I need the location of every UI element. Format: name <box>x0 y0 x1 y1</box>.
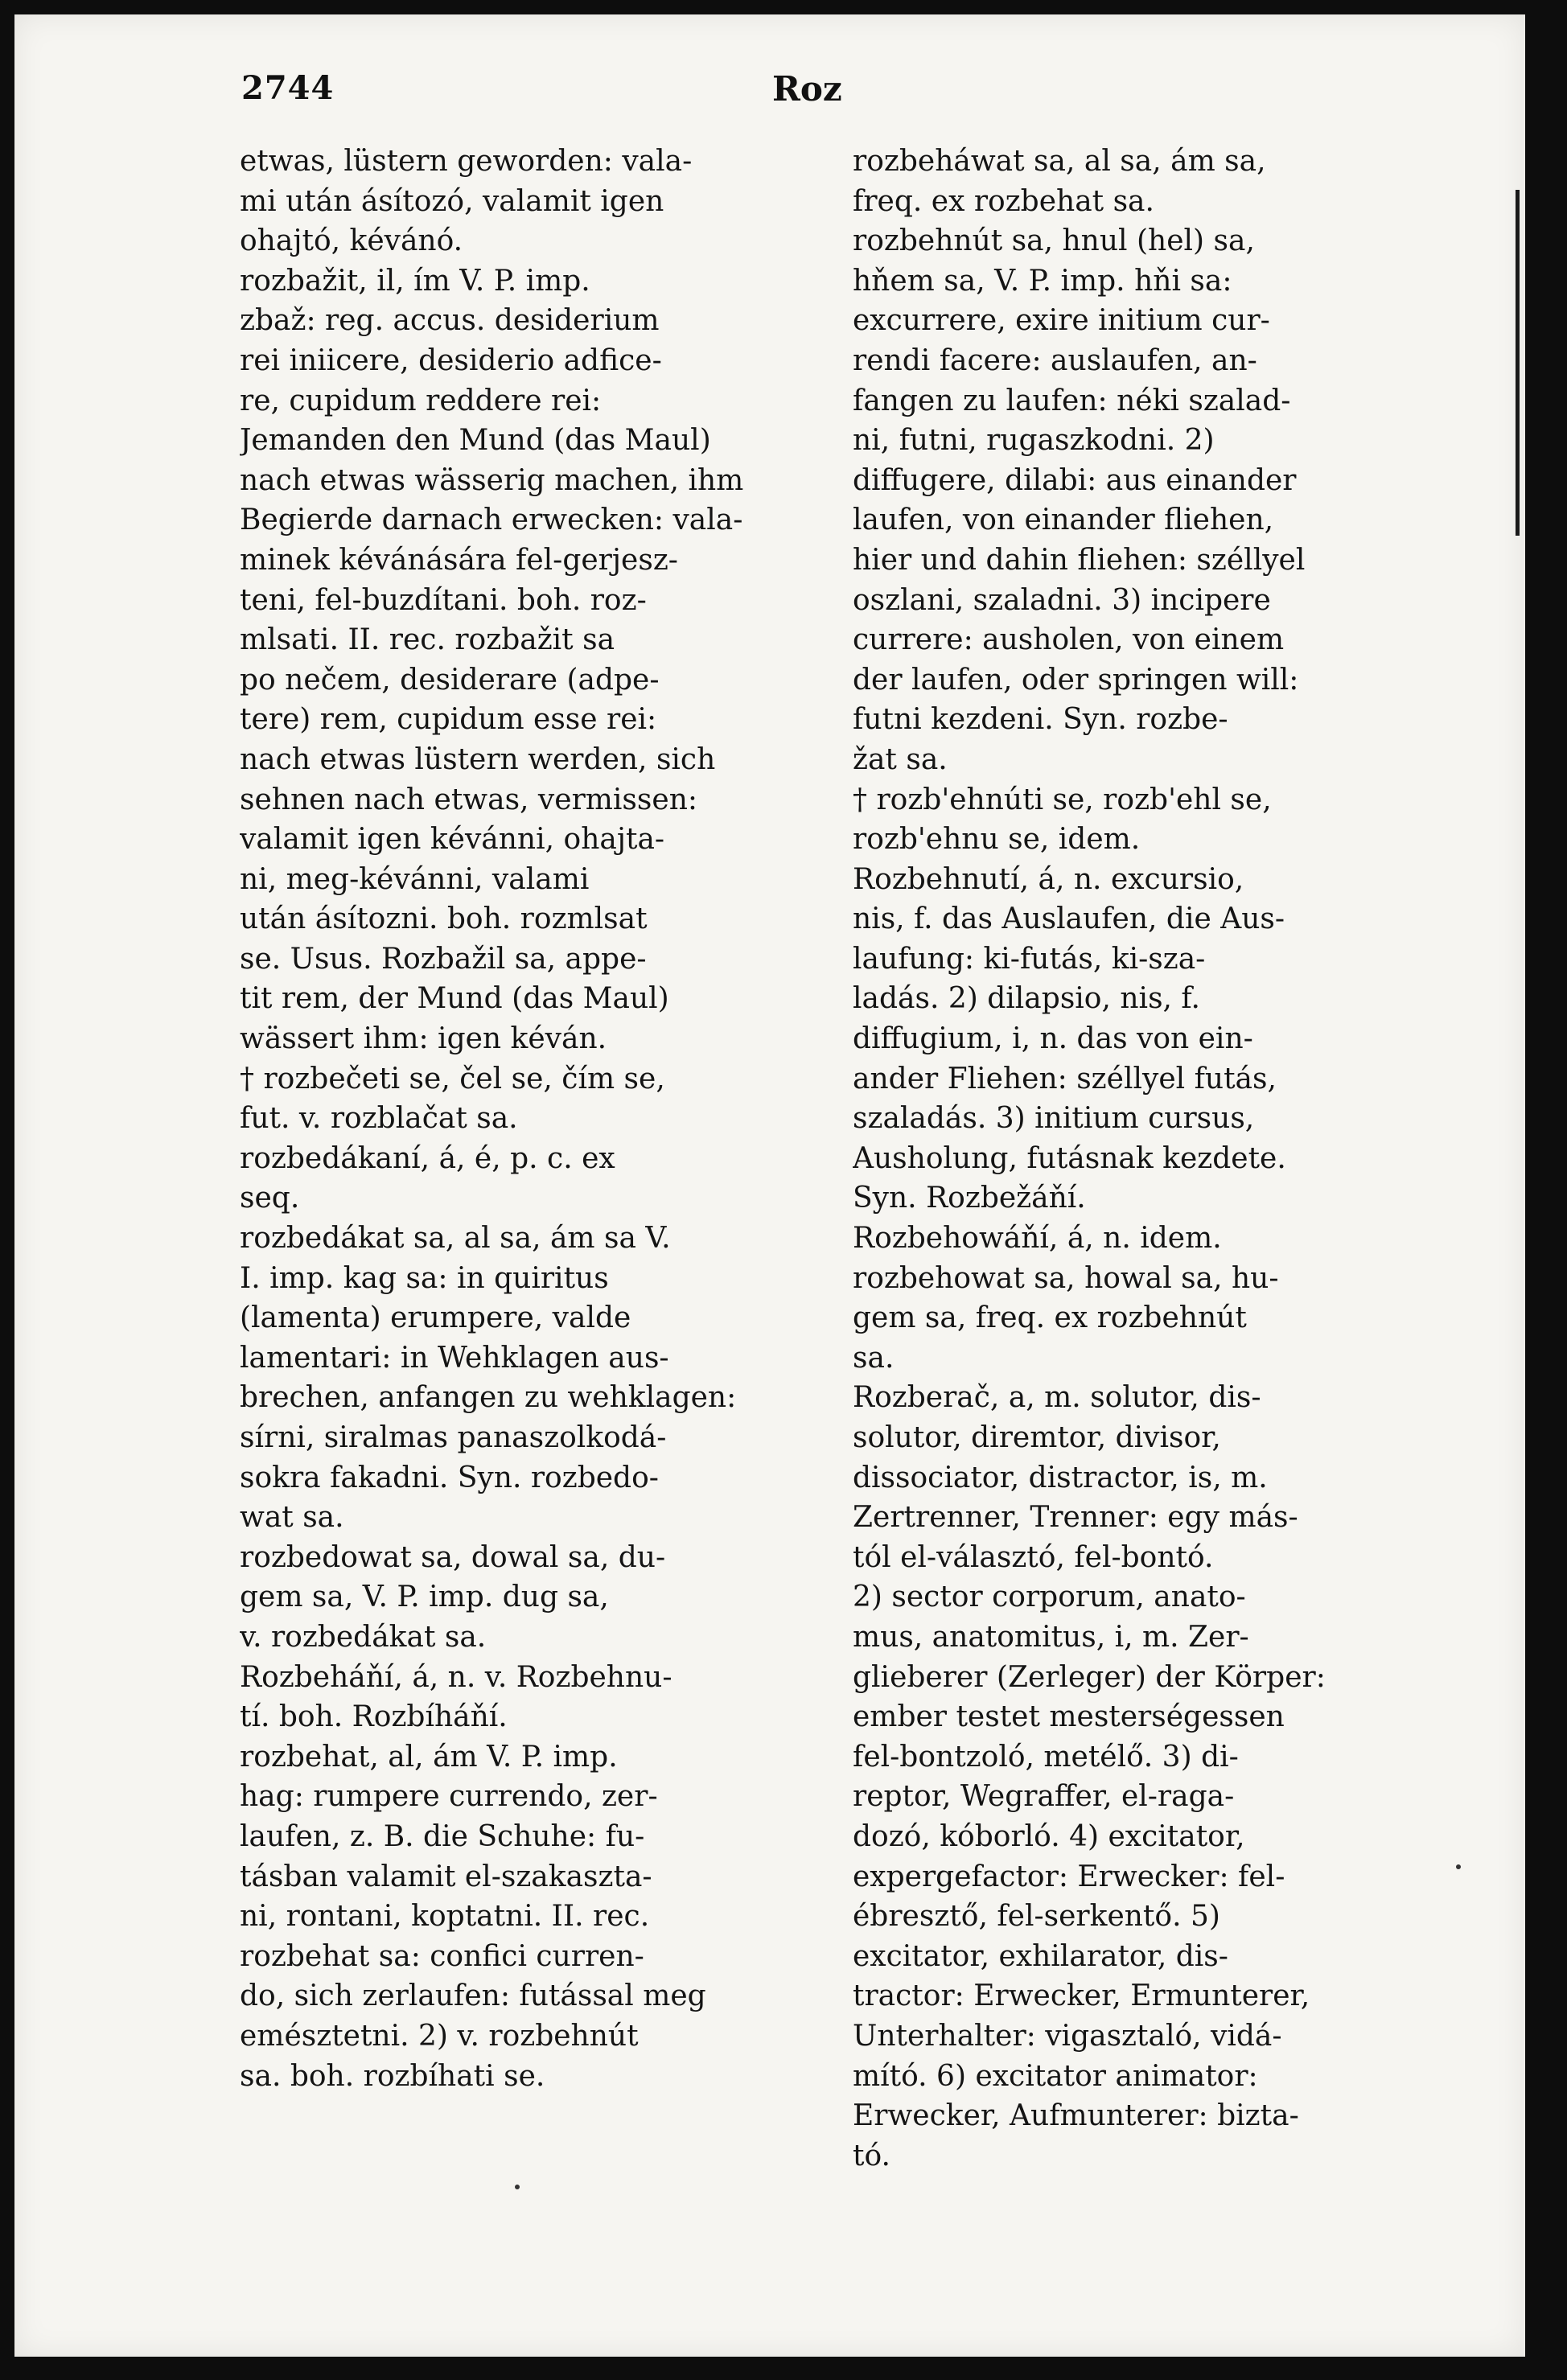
text-line: seq. <box>240 1182 300 1215</box>
text-line: 2) sector corporum, anato- <box>853 1581 1246 1614</box>
text-line: ander Fliehen: széllyel futás, <box>853 1062 1277 1095</box>
text-line: nach etwas lüstern werden, sich <box>240 742 716 776</box>
text-line: rozbehnút sa, hnul (hel) sa, <box>853 224 1255 258</box>
text-line: oszlani, szaladni. 3) incipere <box>853 583 1271 617</box>
text-line: wässert ihm: igen kéván. <box>240 1022 607 1056</box>
text-line: solutor, diremtor, divisor, <box>853 1421 1221 1454</box>
text-line: sa. <box>853 1341 895 1375</box>
text-line: do, sich zerlaufen: futással meg <box>240 1979 706 2013</box>
text-line: ember testet mesterségessen <box>853 1700 1285 1734</box>
text-line: glieberer (Zerleger) der Körper: <box>853 1660 1326 1694</box>
text-line: expergefactor: Erwecker: fel- <box>853 1860 1285 1893</box>
text-line: fel-bontzoló, metélő. 3) di- <box>853 1740 1239 1774</box>
text-line: Zertrenner, Trenner: egy más- <box>853 1501 1298 1535</box>
text-line: rozbeháwat sa, al sa, ám sa, <box>853 145 1266 178</box>
text-line: laufung: ki-futás, ki-sza- <box>853 942 1206 976</box>
text-line: hier und dahin fliehen: széllyel <box>853 543 1306 577</box>
text-line: žat sa. <box>853 742 948 776</box>
text-line: Rozbehnutí, á, n. excursio, <box>853 862 1244 896</box>
text-line: tractor: Erwecker, Ermunterer, <box>853 1979 1310 2013</box>
text-line: nach etwas wässerig machen, ihm <box>240 463 744 497</box>
text-line: Rozbeháňí, á, n. v. Rozbehnu- <box>240 1660 672 1694</box>
text-line: Jemanden den Mund (das Maul) <box>240 424 711 458</box>
text-line: po nečem, desiderare (adpe- <box>240 663 660 697</box>
text-line: rozbehat sa: confici curren- <box>240 1939 644 1973</box>
text-line: után ásítozni. boh. rozmlsat <box>240 902 648 936</box>
text-line: excurrere, exire initium cur- <box>853 304 1270 338</box>
text-line: rozbedowat sa, dowal sa, du- <box>240 1540 666 1574</box>
text-line: tit rem, der Mund (das Maul) <box>240 982 669 1016</box>
page-header <box>241 69 1464 134</box>
text-line: excitator, exhilarator, dis- <box>853 1939 1228 1973</box>
text-line: Ausholung, futásnak kezdete. <box>853 1141 1286 1175</box>
text-line: mlsati. II. rec. rozbažit sa <box>240 623 615 657</box>
text-line: fut. v. rozblačat sa. <box>240 1102 518 1136</box>
text-line: ébresztő, fel-serkentő. 5) <box>853 1900 1220 1934</box>
text-line: hag: rumpere currendo, zer- <box>240 1780 658 1814</box>
text-line: sa. boh. rozbíhati se. <box>240 2059 545 2093</box>
text-line: zbaž: reg. accus. desiderium <box>240 304 660 338</box>
text-line: Rozberač, a, m. solutor, dis- <box>853 1381 1261 1415</box>
text-line: Begierde darnach erwecken: vala- <box>240 504 743 537</box>
text-line: re, cupidum reddere rei: <box>240 384 602 417</box>
text-line: mító. 6) excitator animator: <box>853 2059 1258 2093</box>
text-line: rozbažit, il, ím V. P. imp. <box>240 264 590 298</box>
text-line: dozó, kóborló. 4) excitator, <box>853 1819 1245 1853</box>
text-line: Rozbehowáňí, á, n. idem. <box>853 1222 1222 1256</box>
text-line: ni, futni, rugaszkodni. 2) <box>853 424 1215 458</box>
text-line: gem sa, V. P. imp. dug sa, <box>240 1581 609 1614</box>
text-line: mi után ásítozó, valamit igen <box>240 184 664 218</box>
text-line: sírni, siralmas panaszolkodá- <box>240 1421 667 1454</box>
text-line: hňem sa, V. P. imp. hňi sa: <box>853 264 1232 298</box>
text-line: sehnen nach etwas, vermissen: <box>240 783 698 816</box>
text-line: Syn. Rozbežáňí. <box>853 1182 1086 1215</box>
text-line: tí. boh. Rozbíháňí. <box>240 1700 508 1734</box>
text-line: rozb'ehnu se, idem. <box>853 823 1141 857</box>
text-line: ladás. 2) dilapsio, nis, f. <box>853 982 1200 1016</box>
text-line: diffugium, i, n. das von ein- <box>853 1022 1253 1056</box>
running-head: Roz <box>772 69 842 109</box>
right-column <box>853 142 1432 2176</box>
text-line: laufen, z. B. die Schuhe: fu- <box>240 1819 645 1853</box>
text-line: rozbedákat sa, al sa, ám sa V. <box>240 1222 671 1256</box>
text-line: brechen, anfangen zu wehklagen: <box>240 1381 737 1415</box>
text-line: etwas, lüstern geworden: vala- <box>240 145 693 178</box>
text-line: † rozb'ehnúti se, rozb'ehl se, <box>853 783 1272 816</box>
text-line: † rozbečeti se, čel se, čím se, <box>240 1062 665 1095</box>
text-line: I. imp. kag sa: in quiritus <box>240 1261 609 1295</box>
text-line: ni, meg-kévánni, valami <box>240 862 590 896</box>
text-line: ohajtó, kévánó. <box>240 224 463 258</box>
text-line: rei iniicere, desiderio adfice- <box>240 343 662 377</box>
text-line: wat sa. <box>240 1501 344 1535</box>
text-line: laufen, von einander fliehen, <box>853 504 1274 537</box>
text-line: (lamenta) erumpere, valde <box>240 1301 631 1335</box>
text-line: teni, fel-buzdítani. boh. roz- <box>240 583 647 617</box>
text-line: sokra fakadni. Syn. rozbedo- <box>240 1461 659 1494</box>
text-line: reptor, Wegraffer, el-raga- <box>853 1780 1235 1814</box>
binding-edge-mark <box>1516 190 1520 536</box>
text-line: fangen zu laufen: néki szalad- <box>853 384 1291 417</box>
text-line: minek kévánására fel-gerjesz- <box>240 543 678 577</box>
text-line: diffugere, dilabi: aus einander <box>853 463 1297 497</box>
text-line: freq. ex rozbehat sa. <box>853 184 1154 218</box>
text-line: v. rozbedákat sa. <box>240 1620 487 1654</box>
text-line: lamentari: in Wehklagen aus- <box>240 1341 669 1375</box>
text-line: Unterhalter: vigasztaló, vidá- <box>853 2019 1282 2053</box>
print-speck <box>1456 1864 1461 1869</box>
text-line: Erwecker, Aufmunterer: bizta- <box>853 2099 1299 2133</box>
text-line: tere) rem, cupidum esse rei: <box>240 703 657 737</box>
text-line: nis, f. das Auslaufen, die Aus- <box>853 902 1285 936</box>
left-column <box>240 142 821 2096</box>
print-speck <box>515 2185 520 2189</box>
text-line: tó. <box>853 2139 890 2172</box>
text-line: valamit igen kévánni, ohajta- <box>240 823 665 857</box>
text-line: ni, rontani, koptatni. II. rec. <box>240 1900 650 1934</box>
text-line: futni kezdeni. Syn. rozbe- <box>853 703 1228 737</box>
text-line: rozbehat, al, ám V. P. imp. <box>240 1740 618 1774</box>
text-line: se. Usus. Rozbažil sa, appe- <box>240 942 647 976</box>
text-line: szaladás. 3) initium cursus, <box>853 1102 1255 1136</box>
page-number: 2744 <box>241 69 335 107</box>
text-line: dissociator, distractor, is, m. <box>853 1461 1268 1494</box>
text-line: gem sa, freq. ex rozbehnút <box>853 1301 1247 1335</box>
text-line: mus, anatomitus, i, m. Zer- <box>853 1620 1249 1654</box>
text-line: tásban valamit el-szakaszta- <box>240 1860 652 1893</box>
text-line: rendi facere: auslaufen, an- <box>853 343 1257 377</box>
text-line: currere: ausholen, von einem <box>853 623 1285 657</box>
text-line: emésztetni. 2) v. rozbehnút <box>240 2019 639 2053</box>
text-line: rozbehowat sa, howal sa, hu- <box>853 1261 1279 1295</box>
text-line: tól el-választó, fel-bontó. <box>853 1540 1214 1574</box>
text-line: rozbedákaní, á, é, p. c. ex <box>240 1141 615 1175</box>
text-line: der laufen, oder springen will: <box>853 663 1299 697</box>
